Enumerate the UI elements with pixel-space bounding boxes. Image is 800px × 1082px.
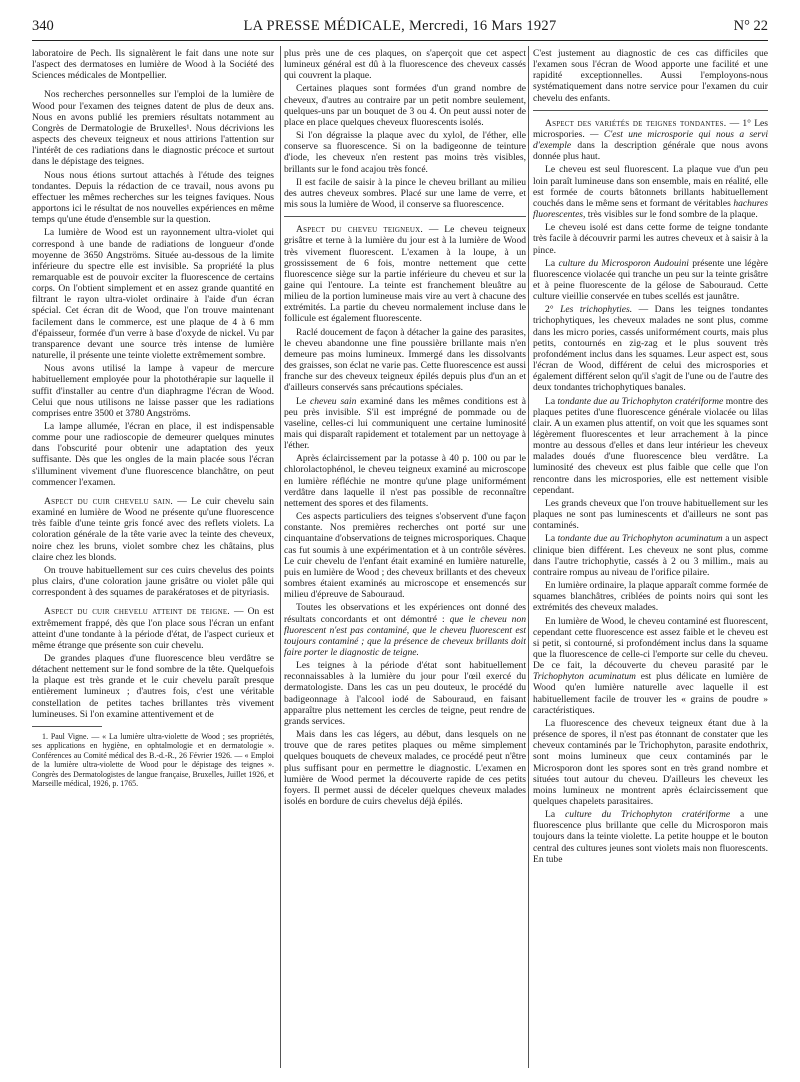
paragraph: 2° Les trichophyties. — Dans les teignes tondantes trichophytiques, les cheveux malades ne sont plus, comme dans les micro pories, cassés uniformément courts, mais plus petits, contournés en zig-zag et le plus souvent très profondément inclus dans les squames. Leur aspect est, sous l'écran de Wood, différent de celui des microspories et également différent selon qu'il s'agit de l'une ou de l'autre des deux tondantes trichophytiques banales. [533, 304, 768, 394]
paragraph: Aspect du cuir chevelu atteint de teigne. — On est extrêmement frappé, dès que l'on place sous l'écran un enfant atteint d'une tondante à la période d'état, de l'aspect curieux et même étrange que présente son cuir chevelu. [32, 606, 274, 651]
paragraph: Raclé doucement de façon à détacher la gaine des parasites, le cheveu abandonne une fine poussière brillante mais n'en demeure pas moins lumineux. Immergé dans les dissolvants des graisses, son éclat ne varie pas. Cette fluorescence est aussi franche sur des cheveux teigneux épilés depuis plus d'un an et d'ailleurs conservés sans précautions spéciales. [284, 326, 526, 394]
column-divider-1 [280, 46, 281, 1068]
page-number: 340 [32, 18, 54, 34]
section-heading: Aspect des variétés de teignes tondantes. [545, 117, 727, 129]
paragraph: Nous nous étions surtout attachés à l'étude des teignes tondantes. Depuis la rédaction de ce travail, nous avons pu effectuer les mêmes recherches sur les teignes faviques. Nous apportons ici le résultat de nos nouvelles expériences en même temps qu'une étude d'ensemble sur la question. [32, 169, 274, 226]
paragraph: La lampe allumée, l'écran en place, il est indispensable comme pour une radioscopie de demeurer quelques minutes dans l'obscurité pour obtenir une adaptation des yeux suffisante. Dès que les ongles de la main placée sous l'écran s'illuminent vivement d'une fluorescence blanchâtre, on peut commencer l'examen. [32, 421, 274, 488]
footnote: 1. Paul Vigne. — « La lumière ultra-violette de Wood ; ses propriétés, ses applications en hygiène, en ophtalmologie et en dermatologie ». Conférences au Comité médical des B.-d.-R., 26 Février 1926. — « Emploi de la lumière ultra-violette de Wood pour le dépistage des teignes ». Congrès des Dermatologistes de langue française, Bruxelles, Juillet 1926, et Marseille médical, 1926, p. 1765. [32, 731, 274, 788]
paragraph: La culture du Trichophyton cratériforme a une fluorescence plus brillante que celle du Microsporon mais toujours dans la teinte violette. La petite houppe et le bouton central des cultures jeunes sont violets mais non fluorescents. En tube [533, 809, 768, 865]
section-rule [284, 216, 526, 217]
paragraph: Après éclaircissement par la potasse à 40 p. 100 ou par le chlorolactophénol, le cheveu teigneux examiné au microscope en lumière réfléchie ne montre qu'une plage uniformément verdâtre dans laquelle il n'est pas possible de reconnaître nettement des spores et des filaments. [284, 453, 526, 509]
paragraph: Il est facile de saisir à la pince le cheveu brillant au milieu des autres cheveux sombres. Placé sur une lame de verre, et mis sous la lumière de Wood, il conserve sa fluorescence. [284, 176, 526, 211]
paragraph: C'est justement au diagnostic de ces cas difficiles que l'examen sous l'écran de Wood apporte une facilité et une rapidité exceptionnelles. Aussi l'employons-nous systématiquement dans notre service pour l'examen du cuir chevelu des enfants. [533, 48, 768, 104]
running-header [32, 18, 768, 38]
paragraph: La fluorescence des cheveux teigneux étant due à la présence de spores, il n'est pas étonnant de constater que les cheveux contaminés par le Trichophyton, parasite endothrix, sont moins lumineux que ceux contaminés par le Microsporon dont les spores sont en très grand nombre et situées tout autour du cheveu. D'ailleurs les cheveux les moins lumineux ne montrent après éclaircissement que quelques chapelets parasitaires. [533, 717, 768, 807]
journal-title: LA PRESSE MÉDICALE, Mercredi, 16 Mars 1927 [243, 18, 557, 34]
column-1 [32, 48, 274, 1072]
column-2 [284, 48, 526, 1072]
column-divider-2 [528, 46, 529, 1068]
footnotes [32, 732, 274, 788]
paragraph: Aspect du cuir chevelu sain. — Le cuir chevelu sain examiné en lumière de Wood ne présente qu'une fluorescence très faible d'une teinte gris foncé avec des reflets violets. La coloration générale de la tête varie avec la teinte des cheveux, noire chez les bruns, violet sombre chez les châtains, plus claire chez les blonds. [32, 495, 274, 563]
footnote-rule [32, 726, 102, 727]
paragraph: Ces aspects particuliers des teignes s'observent d'une façon constante. Nos premières recherches ont porté sur une cinquantaine d'observations de teignes microsporiques. Chaque cas fut soumis à une expérimentation et à un contrôle sévères. Le cuir chevelu de l'enfant était examiné en lumière naturelle, puis en lumière de Wood ; des cheveux brillants et des cheveux sombres étaient examinés au microscope et ensemencés sur milieu d'épreuve de Sabouraud. [284, 511, 526, 601]
section-heading: Aspect du cuir chevelu atteint de teigne. [44, 606, 230, 618]
paragraph: laboratoire de Pech. Ils signalèrent le fait dans une note sur l'aspect des dermatoses en lumière de Wood à la Société des Sciences médicales de Montpellier. [32, 48, 274, 82]
paragraph: Aspect du cheveu teigneux. — Le cheveu teigneux grisâtre et terne à la lumière du jour est à la lumière de Wood très vivement fluorescent. L'examen à la loupe, à un grossissement de 6 fois, montre nettement que cette fluorescence siège sur la partie inférieure du cheveu et sur la gaine qui l'entoure. La teinte est franchement bleuâtre au milieu de la portion lumineuse mais vire au vert à chacune des extrémités. La partie du cheveu normalement incluse dans le follicule est également fluorescente. [284, 224, 526, 325]
paragraph: Les grands cheveux que l'on trouve habituellement sur les plaques ne sont pas luminescents et d'ailleurs ne sont pas contaminés. [533, 497, 768, 532]
paragraph: En lumière de Wood, le cheveu contaminé est fluorescent, cependant cette fluorescence est assez faible et le cheveu est si petit, si contourné, si profondément inclus dans la squame que la fluorescence de celle-ci l'emporte sur celle du cheveu. De ce fait, la découverte du cheveu parasité par le Trichophyton acuminatum est plus délicate en lumière de Wood qu'en lumière naturelle avec laquelle il est habituellement facile de trouver les « grains de poudre » caractéristiques. [533, 615, 768, 716]
section-rule [533, 110, 768, 111]
paragraph: On trouve habituellement sur ces cuirs chevelus des points plus clairs, d'une coloration jaune grisâtre ou violet pâle qui correspondent à des squames de parakératoses et de pityriasis. [32, 564, 274, 599]
section-heading: Aspect du cheveu teigneux. [296, 224, 423, 236]
paragraph: La tondante due au Trichophyton acuminatum a un aspect clinique bien différent. Les cheveux ne sont plus, comme dans l'autre trichophytie, cassés à 2 ou 3 millim., mais au contraire rompus au niveau de l'orifice pilaire. [533, 533, 768, 578]
paragraph: Certaines plaques sont formées d'un grand nombre de cheveux, d'autres au contraire par un petit nombre seulement, quelques-uns par un bouquet de 3 ou 4. On peut aussi noter de place en place quelques cheveux fluorescents isolés. [284, 83, 526, 128]
issue-number: N° 22 [733, 18, 768, 34]
paragraph: Nous avons utilisé la lampe à vapeur de mercure habituellement employée pour la photothérapie sur laquelle il suffit d'installer au centre d'un diaphragme l'écran de Wood. Celui que nous utilisons ne laisse passer que les radiations comprises entre 3500 et 3780 Angströms. [32, 363, 274, 419]
paragraph: Nos recherches personnelles sur l'emploi de la lumière de Wood pour l'examen des teignes datent de plus de deux ans. Nous en avons publié les premiers résultats notamment au Congrès de Dermatologie de Bruxelles¹. Nous décrivions les aspects des cheveux teigneux et nous attirions l'attention sur l'intérêt de ces radiations dans le diagnostic précoce et surtout dans le dépistage des teignes. [32, 89, 274, 168]
paragraph: Aspect des variétés de teignes tondantes. — 1° Les microspories. — C'est une microsporie qui nous a servi d'exemple dans la description générale que nous avons donnée plus haut. [533, 117, 768, 163]
paragraph: La lumière de Wood est un rayonnement ultra-violet qui correspond à une bande de radiations de longueur d'onde moyenne de 3650 Angströms. Située au-dessous de la limite inférieure du spectre elle est invisible. Sa propriété la plus remarquable est de pouvoir exciter la fluorescence de certains corps. On l'obtient simplement et en assez grande quantité en filtrant le rayon ultra-violet ordinaire à l'aide d'un écran spécial. Cet écran dit de Wood, que l'on trouve maintenant facilement dans le commerce, est une plaque de 4 à 6 mm d'épaisseur, formée d'un verre à base d'oxyde de nickel. Vu par transparence devant une source très intense de lumière naturelle, il présente une teinte violette extrêmement sombre. [32, 227, 274, 362]
paragraph: Toutes les observations et les expériences ont donné des résultats concordants et ont démontré : que le cheveu non fluorescent n'est pas contaminé, que le cheveu fluorescent est toujours contaminé ; que la présence de cheveux brillants doit faire porter le diagnostic de teigne. [284, 602, 526, 658]
paragraph: Le cheveu sain examiné dans les mêmes conditions est à peu près invisible. S'il est imprégné de pommade ou de vaseline, celles-ci lui communiquent une certaine luminosité mais qui disparaît rapidement et totalement par un nettoyage à l'éther. [284, 395, 526, 452]
section-heading: Aspect du cuir chevelu sain. [44, 495, 173, 507]
paragraph: Mais dans les cas légers, au début, dans lesquels on ne trouve que de rares petites plaques ou même simplement quelques bouquets de cheveux malades, ce procédé peut n'être plus suffisant pour en permettre le diagnostic. L'examen en lumière de Wood permet la découverte rapide de ces petits foyers. Il permet aussi de déceler quelques cheveux malades isolés en bordure de cuirs chevelus déjà épilés. [284, 729, 526, 807]
header-rule [32, 40, 768, 41]
paragraph: plus près une de ces plaques, on s'aperçoit que cet aspect lumineux général est dû à la fluorescence des cheveux cassés qui couvrent la plaque. [284, 48, 526, 82]
paragraph: De grandes plaques d'une fluorescence bleu verdâtre se détachent nettement sur le fond sombre de la tête. Quelquefois la plaque est très grande et le cuir chevelu paraît presque entièrement lumineux ; d'autres fois, c'est une véritable constellation de petites taches brillantes très vivement lumineuses. Si l'on examine attentivement et de [32, 652, 274, 720]
paragraph: Les teignes à la période d'état sont habituellement reconnaissables à la lumière du jour pour l'œil exercé du dermatologiste. Dans les cas un peu douteux, le procédé du badigeonnage à l'alcool iodé de Sabouraud, en faisant apparaître plus nettement les cercles de teigne, peut rendre de grands services. [284, 660, 526, 727]
paragraph: En lumière ordinaire, la plaque apparaît comme formée de squames blanchâtres, criblées de points noirs qui sont les extrémités des cheveux malades. [533, 580, 768, 614]
paragraph: Si l'on dégraisse la plaque avec du xylol, de l'éther, elle conserve sa fluorescence. Si on la badigeonne de teinture d'iode, les cheveux n'en restent pas moins très visibles, brillants sur le fond acajou très foncé. [284, 130, 526, 175]
paragraph: Le cheveu est seul fluorescent. La plaque vue d'un peu loin paraît lumineuse dans son ensemble, mais en réalité, elle est formée de courts bâtonnets brillants habituellement couchés dans le même sens et formant de véritables hachures fluorescentes, très visibles sur le fond sombre de la plaque. [533, 164, 768, 221]
paragraph: La tondante due au Trichophyton cratériforme montre des plaques petites d'une fluorescence générale violacée ou lilas clair. A un examen plus attentif, on voit que les squames sont légèrement fluorescentes et leur arrachement à la pince montre au dessous d'elles et dans leur intérieur les cheveux malades doués d'une fluorescence bleu verdâtre. La luminosité des cheveux est plus faible que celle que l'on rencontre dans les microspories, elle est nettement visible cependant. [533, 395, 768, 496]
paragraph: La culture du Microsporon Audouini présente une légère fluorescence violacée qui tranche un peu sur la teinte grisâtre et à peine fluorescente de la gélose de Sabouraud. Cette culture vieillie conservée en tubes scellés est jaunâtre. [533, 257, 768, 303]
column-3 [533, 48, 768, 1072]
paragraph: Le cheveu isolé est dans cette forme de teigne tondante très facile à découvrir parmi les autres cheveux et à saisir à la pince. [533, 222, 768, 256]
